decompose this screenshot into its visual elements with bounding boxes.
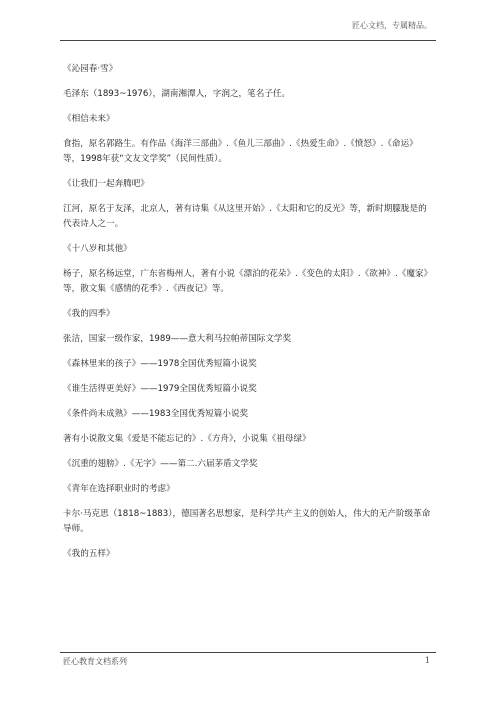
paragraph: 《我的四季》 bbox=[63, 309, 115, 319]
document-body bbox=[63, 62, 432, 572]
paragraph: 《沁园春·雪》 bbox=[63, 64, 118, 74]
footer-divider bbox=[60, 652, 436, 653]
paragraph: 《我的五样》 bbox=[63, 549, 115, 559]
paragraph: 毛泽东（1893~1976），湖南湘潭人，字润之，笔名子任。 bbox=[63, 89, 291, 99]
paragraph: 《让我们一起奔腾吧》 bbox=[63, 179, 149, 189]
paragraph: 江河，原名于友泽，北京人，著有诗集《从这里开始》.《太阳和它的反光》等，新时期朦胧是的代表诗人之一。 bbox=[63, 204, 427, 229]
paragraph: 《十八岁和其他》 bbox=[63, 244, 132, 254]
paragraph: 《相信未来》 bbox=[63, 114, 115, 124]
paragraph: 《森林里来的孩子》——1978全国优秀短篇小说奖 bbox=[63, 359, 257, 369]
paragraph: 《青年在选择职业时的考虑》 bbox=[63, 484, 175, 494]
paragraph: 杨子，原名杨远堂，广东省梅州人，著有小说《漂泊的花朵》.《变色的太阳》.《欲神》.《魔家》等，散文集《感情的花季》.《西夜记》等。 bbox=[63, 269, 428, 294]
paragraph: 张洁，国家一级作家，1989——意大利马拉帕蒂国际文学奖 bbox=[63, 334, 292, 344]
page-number: 1 bbox=[424, 656, 430, 665]
paragraph: 著有小说散文集《爱是不能忘记的》.《方舟》，小说集《祖母绿》 bbox=[63, 434, 311, 444]
header-divider bbox=[60, 40, 436, 41]
paragraph: 《沉重的翅膀》.《无字》——第二.六届茅盾文学奖 bbox=[63, 459, 258, 469]
paragraph: 食指，原名郭路生。有作品《海洋三部曲》.《鱼儿三部曲》.《热爱生命》.《愤怒》.《命运》等，1998年获“文友文学奖”（民间性质）。 bbox=[63, 139, 418, 164]
paragraph: 《条件尚未成熟》——1983全国优秀短篇小说奖 bbox=[63, 409, 249, 419]
paragraph: 卡尔·马克思（1818~1883），德国著名思想家，是科学共产主义的创始人，伟大的无产阶级革命导师。 bbox=[63, 509, 431, 534]
header-text: 匠心文档，专属精品。 bbox=[352, 21, 432, 30]
footer-text: 匠心教育文档系列 bbox=[63, 657, 127, 666]
paragraph: 《谁生活得更美好》——1979全国优秀短篇小说奖 bbox=[63, 384, 257, 394]
